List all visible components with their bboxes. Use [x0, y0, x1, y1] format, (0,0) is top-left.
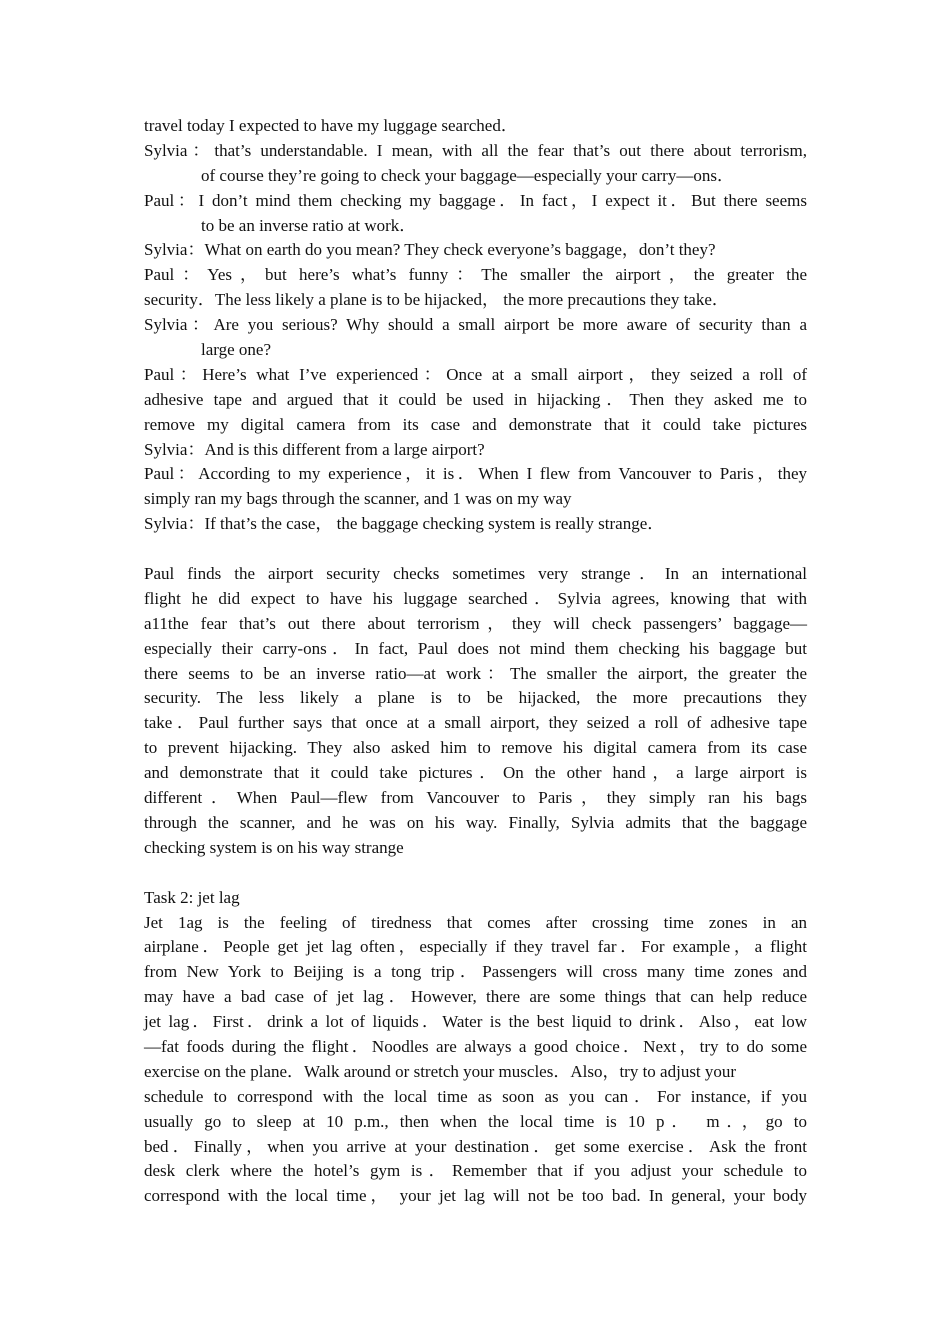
- summary-line: Paul finds the airport security checks sometimes very strange．In an international: [144, 564, 807, 584]
- summary-line: through the scanner, and he was on his way. Finally, Sylvia admits that the baggage: [144, 812, 807, 832]
- summary-line: especially their carry-ons．In fact, Paul does not mind them checking his baggage but: [144, 638, 807, 658]
- dialogue-line: of course they’re going to check your baggage—especially your carry—ons．: [201, 165, 734, 185]
- paragraph-gap: [144, 861, 807, 886]
- summary-line: security. The less likely a plane is to be hijacked, the more precautions they: [144, 688, 807, 708]
- dialogue-line: large one?: [201, 340, 272, 360]
- dialogue-line: Sylvia：Are you serious? Why should a small airport be more aware of security than a: [144, 315, 807, 335]
- dialogue-line: travel today I expected to have my luggage searched．: [144, 116, 518, 135]
- dialogue-line: Sylvia：If that’s the case， the baggage checking system is really strange．: [144, 514, 665, 534]
- dialogue-line: remove my digital camera from its case and demonstrate that it could take pictures: [144, 414, 807, 434]
- dialogue-line: Paul：I don’t mind them checking my baggage．In fact，I expect it．But there seems: [144, 190, 807, 210]
- dialogue-line: adhesive tape and argued that it could be used in hijacking．Then they asked me to: [144, 389, 807, 409]
- dialogue-line: simply ran my bags through the scanner, and 1 was on my way: [144, 489, 572, 509]
- task2-heading: Task 2: jet lag: [144, 887, 240, 907]
- task2-line: Jet 1ag is the feeling of tiredness that comes after crossing time zones in an: [144, 912, 807, 932]
- task2-line: jet lag．First．drink a lot of liquids．Water is the best liquid to drink．Also，eat low: [144, 1012, 807, 1032]
- summary-line: different．When Paul—flew from Vancouver to Paris，they simply ran his bags: [144, 788, 807, 808]
- task2-line: bed．Finally，when you arrive at your destination．get some exercise．Ask the front: [144, 1136, 807, 1156]
- task2-line: desk clerk where the hotel’s gym is．Remember that if you adjust your schedule to: [144, 1161, 807, 1181]
- task2-section: [144, 886, 807, 1210]
- summary-paragraph: [144, 562, 807, 861]
- dialogue-line: to be an inverse ratio at work．: [201, 215, 417, 235]
- summary-line: there seems to be an inverse ratio—at work：The smaller the airport, the greater the: [144, 663, 807, 683]
- summary-line: a11the fear that’s out there about terrorism，they will check passengers’ baggage—: [144, 613, 807, 633]
- dialogue-line: security．The less likely a plane is to be hijacked， the more precautions they take．: [144, 290, 729, 310]
- task2-line: may have a bad case of jet lag．However, there are some things that can help reduce: [144, 987, 807, 1007]
- paragraph-gap: [144, 537, 807, 562]
- summary-line: take．Paul further says that once at a small airport, they seized a roll of adhesive tape: [144, 713, 807, 733]
- task2-line: —fat foods during the flight．Noodles are always a good choice．Next，try to do some: [144, 1036, 807, 1056]
- dialogue-line: Paul：Yes，but here’s what’s funny：The smaller the airport，the greater the: [144, 265, 807, 285]
- dialogue-section: [144, 114, 807, 537]
- document-page: [144, 114, 807, 1209]
- dialogue-line: Sylvia：that’s understandable. I mean, with all the fear that’s out there about terrorism,: [144, 140, 807, 160]
- task2-line: from New York to Beijing is a tong trip．Passengers will cross many time zones and: [144, 962, 807, 982]
- task2-line: exercise on the plane．Walk around or stretch your muscles．Also，try to adjust your: [144, 1061, 737, 1081]
- summary-line: to prevent hijacking. They also asked him to remove his digital camera from its case: [144, 738, 807, 758]
- task2-line: schedule to correspond with the local time as soon as you can．For instance, if you: [144, 1086, 807, 1106]
- dialogue-line: Paul：Here’s what I’ve experienced：Once at a small airport，they seized a roll of: [144, 364, 807, 384]
- summary-line: flight he did expect to have his luggage searched．Sylvia agrees, knowing that with: [144, 588, 807, 608]
- dialogue-line: Sylvia：And is this different from a large airport?: [144, 439, 485, 459]
- dialogue-line: Sylvia：What on earth do you mean? They check everyone’s baggage，don’t they?: [144, 240, 716, 260]
- task2-line: correspond with the local time， your jet lag will not be too bad. In general, your body: [144, 1186, 807, 1206]
- summary-line: and demonstrate that it could take pictures．On the other hand，a large airport is: [144, 763, 807, 783]
- task2-line: airplane．People get jet lag often，especially if they travel far．For example，a flight: [144, 937, 807, 957]
- dialogue-line: Paul：According to my experience，it is．When I flew from Vancouver to Paris，they: [144, 464, 807, 484]
- summary-line: checking system is on his way strange: [144, 837, 404, 857]
- task2-line: usually go to sleep at 10 p.m., then when the local time is 10 p． m．，go to: [144, 1111, 807, 1131]
